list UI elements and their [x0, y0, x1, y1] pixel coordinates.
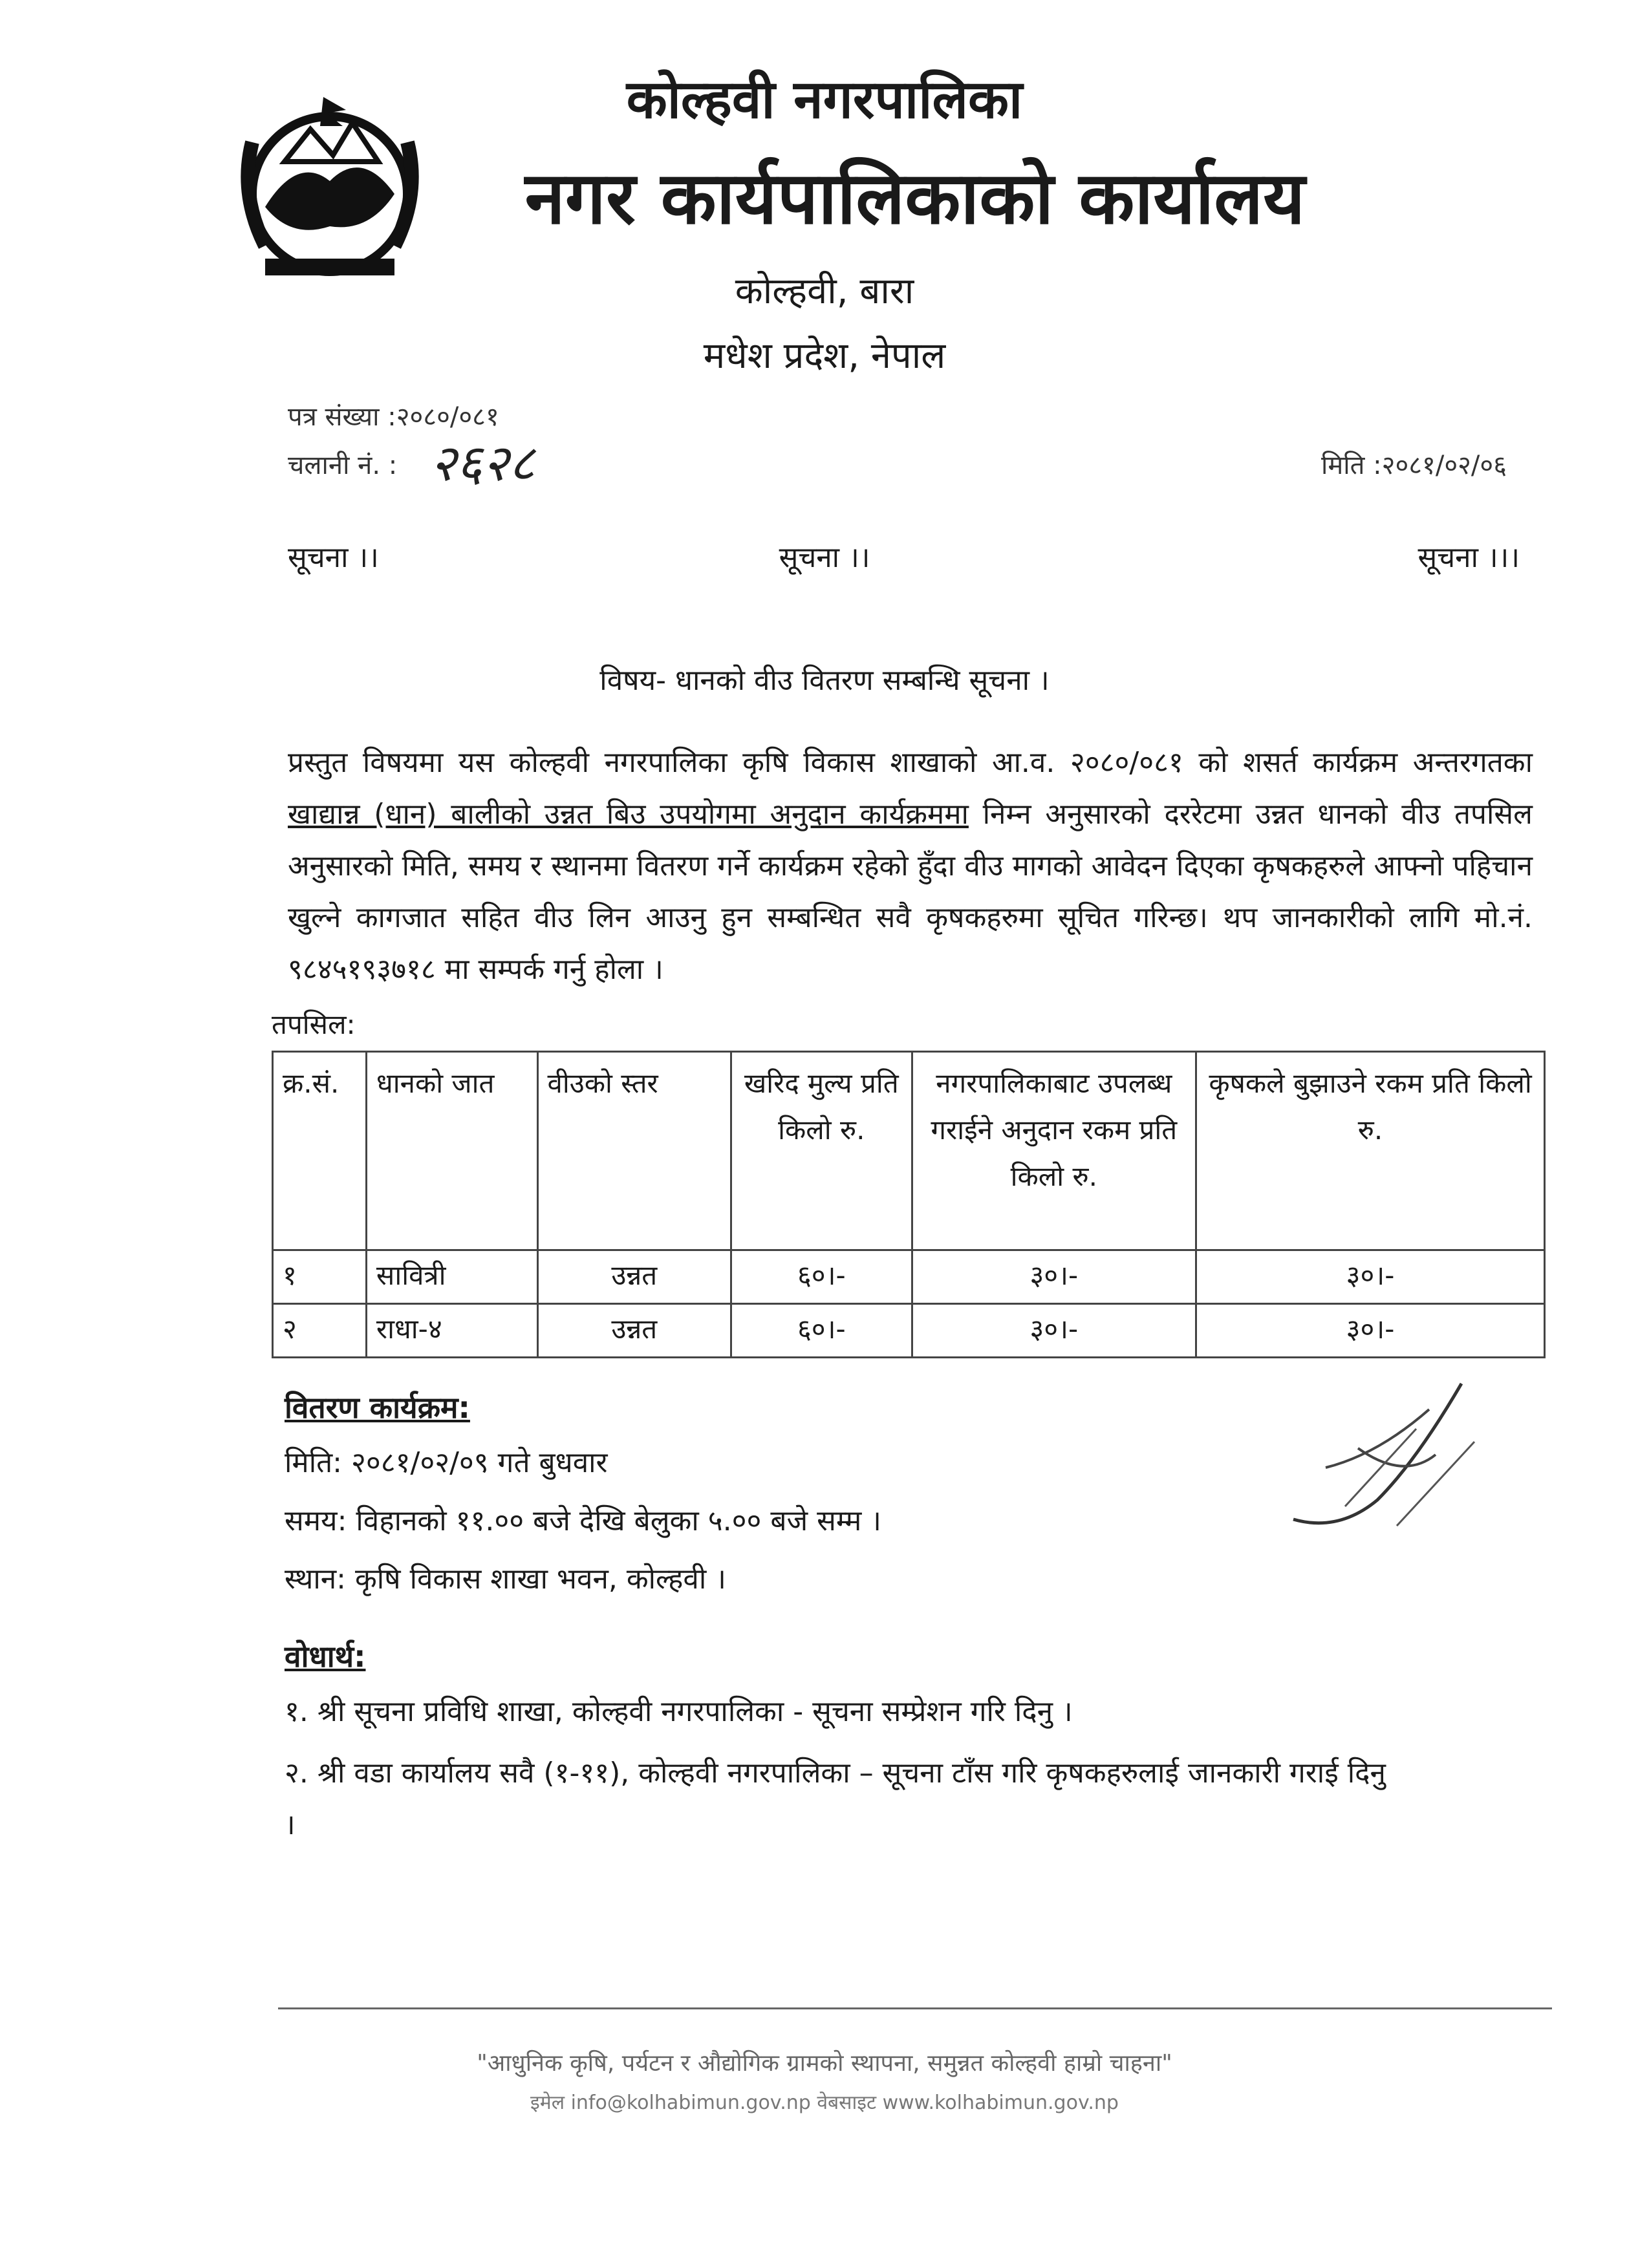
- cell-serial: २: [273, 1304, 367, 1358]
- notice-heading-left: सूचना ।।: [288, 541, 379, 574]
- distribution-date: मिति: २०८१/०२/०९ गते बुधवार: [285, 1446, 608, 1479]
- distribution-heading: वितरण कार्यक्रम:: [285, 1390, 470, 1425]
- cell-serial: १: [273, 1250, 367, 1304]
- table-row: [273, 1250, 1545, 1304]
- signature-scribble: [1267, 1371, 1487, 1539]
- footer-motto: "आधुनिक कृषि, पर्यटन र औद्योगिक ग्रामको स्थापना, समुन्नत कोल्हवी हाम्रो चाहना": [477, 2050, 1172, 2077]
- table-header-row: [273, 1052, 1545, 1250]
- body-text-part2: निम्न अनुसारको दररेटमा उन्नत धानको वीउ तपसिल अनुसारको मिति, समय र स्थानमा वितरण गर्ने कार्यक्रम रहेको हुँदा वीउ मागको आवेदन दिएका कृषकहरुले आफ्नो पहिचान खुल्ने कागजात सहित वीउ लिन आउनु हुन सम्बन्धित सवै कृषकहरुमा सूचित गरिन्छ। थप जानकारीको लागि मो.नं. ९८४५१९३७१८ मा सम्पर्क गर्नु होला ।: [288, 798, 1533, 986]
- cc-heading: वोधार्थ:: [285, 1639, 366, 1674]
- header-seed-grade: वीउको स्तर: [537, 1052, 731, 1250]
- seed-rate-table: [272, 1051, 1546, 1358]
- cc-item-2-tail: ।: [285, 1808, 296, 1841]
- cc-item-1: १. श्री सूचना प्रविधि शाखा, कोल्हवी नगरपालिका - सूचना सम्प्रेशन गरि दिनु ।: [285, 1695, 1073, 1728]
- office-name: नगर कार्यपालिकाको कार्यालय: [524, 156, 1306, 241]
- header-variety: धानको जात: [366, 1052, 537, 1250]
- office-province: मधेश प्रदेश, नेपाल: [703, 335, 946, 377]
- notice-heading-right: सूचना ।।।: [1417, 541, 1520, 574]
- letter-number: पत्र संख्या :२०८०/०८१: [288, 402, 499, 432]
- footer-contact: इमेल info@kolhabimun.gov.np वेबसाइट www.kolhabimun.gov.np: [530, 2091, 1119, 2114]
- cell-farmer-payment: ३०।-: [1196, 1250, 1545, 1304]
- office-address: कोल्हवी, बारा: [735, 270, 914, 312]
- dispatch-number-handwritten: २६२८: [430, 434, 535, 493]
- header-purchase-price: खरिद मुल्य प्रति किलो रु.: [731, 1052, 912, 1250]
- cell-subsidy-amount: ३०।-: [912, 1250, 1196, 1304]
- header-serial: क्र.सं.: [273, 1052, 367, 1250]
- cell-variety: राधा-४: [366, 1304, 537, 1358]
- distribution-time: समय: विहानको ११.०० बजे देखि बेलुका ५.०० बजे सम्म ।: [285, 1504, 881, 1537]
- cell-seed-grade: उन्नत: [537, 1250, 731, 1304]
- notice-heading-center: सूचना ।।: [779, 541, 870, 574]
- header-subsidy-amount: नगरपालिकाबाट उपलब्ध गराईने अनुदान रकम प्रति किलो रु.: [912, 1052, 1196, 1250]
- cell-purchase-price: ६०।-: [731, 1250, 912, 1304]
- table-row: [273, 1304, 1545, 1358]
- distribution-place: स्थान: कृषि विकास शाखा भवन, कोल्हवी ।: [285, 1563, 726, 1596]
- cell-purchase-price: ६०।-: [731, 1304, 912, 1358]
- body-paragraph: [288, 737, 1533, 996]
- subject-line: विषय- धानको वीउ वितरण सम्बन्धि सूचना ।: [599, 664, 1050, 697]
- body-text-part1: प्रस्तुत विषयमा यस कोल्हवी नगरपालिका कृषि विकास शाखाको आ.व. २०८०/०८१ को शसर्त कार्यक्रम अन्तरगतका: [288, 746, 1533, 779]
- body-text-program-name: खाद्यान्न (धान) बालीको उन्नत बिउ उपयोगमा अनुदान कार्यक्रममा: [288, 798, 969, 831]
- footer-divider: [278, 2007, 1552, 2009]
- letter-date: मिति :२०८१/०२/०६: [1321, 451, 1507, 480]
- cell-seed-grade: उन्नत: [537, 1304, 731, 1358]
- cell-subsidy-amount: ३०।-: [912, 1304, 1196, 1358]
- cc-item-2: २. श्री वडा कार्यालय सवै (१-११), कोल्हवी नगरपालिका – सूचना टाँस गरि कृषकहरुलाई जानकारी गराई दिनु: [285, 1757, 1386, 1790]
- cell-variety: सावित्री: [366, 1250, 537, 1304]
- cell-farmer-payment: ३०।-: [1196, 1304, 1545, 1358]
- dispatch-number-label: चलानी नं. :: [288, 451, 398, 480]
- details-label: तपसिल:: [272, 1009, 356, 1040]
- header-farmer-payment: कृषकले बुझाउने रकम प्रति किलो रु.: [1196, 1052, 1545, 1250]
- municipality-name: कोल्हवी नगरपालिका: [626, 69, 1023, 131]
